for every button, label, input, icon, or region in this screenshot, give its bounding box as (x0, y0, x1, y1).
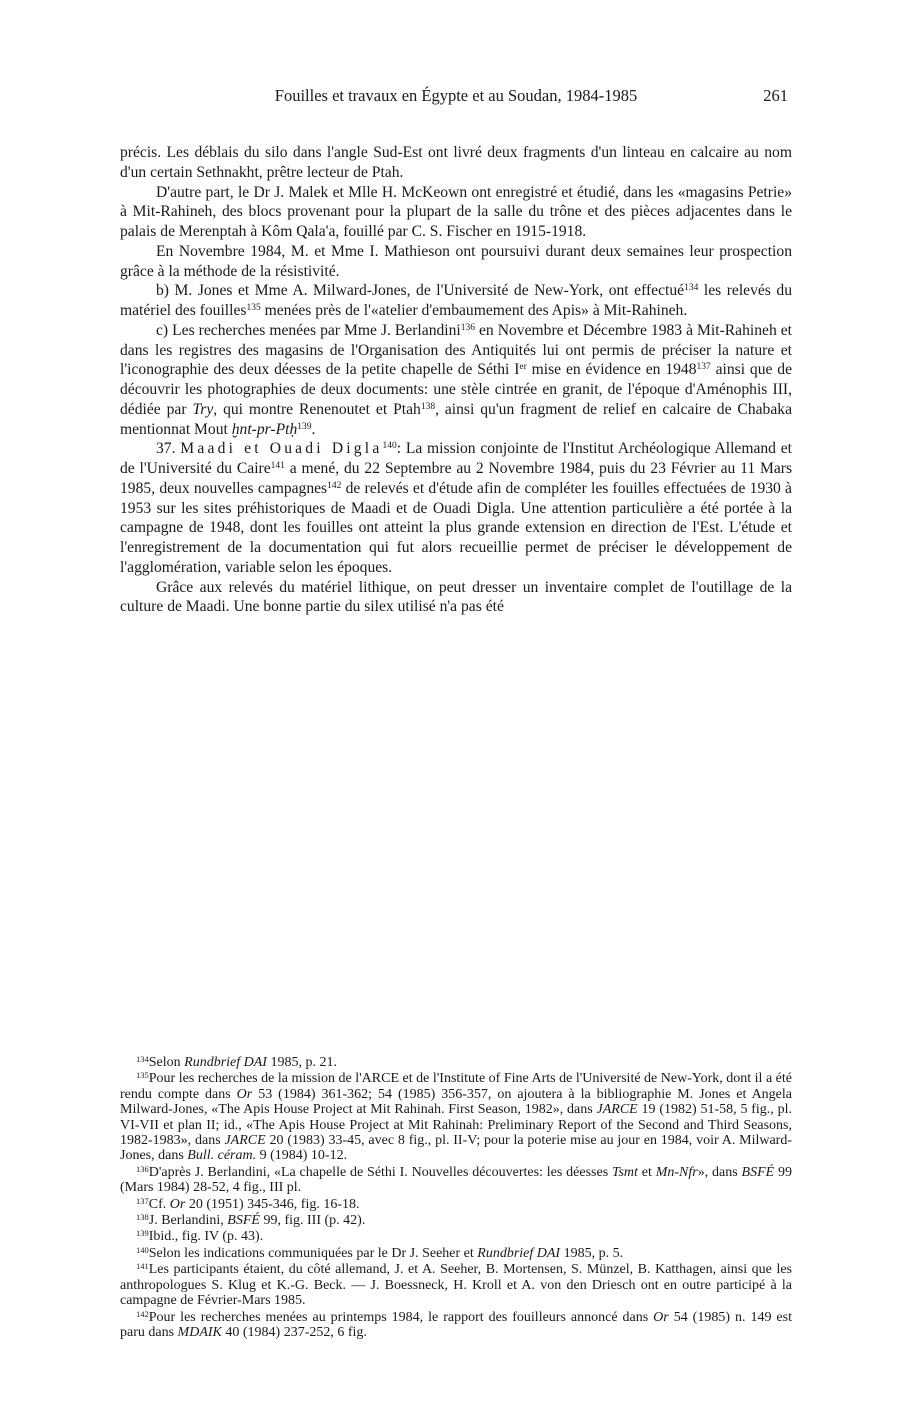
footnote-ref: 135 (246, 303, 261, 313)
footnote-ref: 137 (696, 362, 711, 373)
footnote-ref: 139 (297, 421, 312, 432)
paragraph-1: précis. Les déblais du silo dans l'angle Sud-Est ont livré deux fragments d'un linteau en calcaire au nom d'un certain Sethnakht, prêtre lecteur de Ptah. (120, 144, 792, 181)
footnote-ref: 136 (460, 322, 475, 333)
footnote-ref: 142 (327, 480, 342, 491)
footnote-136: $^{136}$D'après J. Berlandini, «La chapelle de Séthi I. Nouvelles découvertes: les déesses Tsmt et Mn-Nfr», dans BSFÉ 99 (Mars 1984) 28-52, 4 fig., III pl. (120, 1163, 793, 1196)
footnote-ref: 141 (270, 461, 285, 471)
footnote-134: $^{134}$Selon Rundbrief DAI 1985, p. 21. (136, 1054, 337, 1070)
paragraph-6: 37. Maadi et Ouadi Digla$^{140}$: La mission conjointe de l'Institut Archéologique Allemand et de l'Université du Caire$^{141}$ a mené, du 22 Septembre au 2 Novembre 1984, puis du 23 Février au 11 Mars 1985, deux nouvelles campagnes$^{142}$ de relevés et d'étude afin de compléter les fouilles effectuées de 1930 à 1953 sur les sites préhistoriques de Maadi et de Ouadi Digla. Une attention particulière a été portée à la campagne de 1948, dont les fouilles ont atteint la plus grande extension en direction de l'Est. L'étude et l'enregistrement de la documentation qui fut alors recueillie permet de préciser le développement de l'agglomération, variable selon les époques. (120, 440, 793, 576)
section-heading: Maadi et Ouadi Digla (180, 440, 383, 458)
paragraph-3: En Novembre 1984, M. et Mme I. Mathieson ont poursuivi durant deux semaines leur prospection grâce à la méthode de la résistivité. (120, 242, 792, 280)
footnote-ref: 140 (382, 441, 397, 452)
main-text (120, 143, 792, 617)
footnote-137: $^{137}$Cf. Or 20 (1951) 345-346, fig. 16-18. (136, 1195, 360, 1212)
footnotes (120, 1055, 792, 1341)
section-number: 37. (156, 440, 181, 458)
footnote-ref: 138 (420, 401, 436, 412)
footnote-142: $^{142}$Pour les recherches menées au printemps 1984, le rapport des fouilleurs annoncé dans Or 54 (1985) n. 149 est paru dans MDAIK 40 (1984) 237-252, 6 fig. (120, 1308, 792, 1340)
footnote-140: $^{140}$Selon les indications communiquées par le Dr J. Seeher et Rundbrief DAI 1985, p. 5. (136, 1244, 624, 1261)
footnote-141: $^{141}$Les participants étaient, du côté allemand, J. et A. Seeher, B. Mortensen, S. Münzel, B. Katthagen, ainsi que les anthropologues S. Klug et K.-G. Beck. — J. Boessneck, H. Kroll et A. von den Driesch ont en outre participé à la campagne de Février-Mars 1985. (120, 1261, 792, 1309)
page (120, 86, 792, 617)
paragraph-7: Grâce aux relevés du matériel lithique, on peut dresser un inventaire complet de l'outillage de la culture de Maadi. Une bonne partie du silex utilisé n'a pas été (120, 578, 792, 616)
paragraph-2: D'autre part, le Dr J. Malek et Mlle H. McKeown ont enregistré et étudié, dans les «magasins Petrie» à Mit-Rahineh, des blocs provenant pour la plupart de la salle du trône et des pièces adjacentes dans le palais de Merenptah à Kôm Qala'a, fouillé par C. S. Fischer en 1915-1918. (120, 183, 792, 240)
footnote-135: $^{135}$Pour les recherches de la mission de l'ARCE et de l'Institute of Fine Arts de l'Université de New-York, dont il a été rendu compte dans Or 53 (1984) 361-362; 54 (1985) 356-357, on ajoutera à la bibliographie M. Jones et Angela Milward-Jones, «The Apis House Project at Mit Rahinah. First Season, 1982», dans JARCE 19 (1982) 51-58, 5 fig., pl. VI-VII et plan II; id., «The Apis House Project at Mit Rahinah: Preliminary Report of the Second and Third Seasons, 1982-1983», dans JARCE 20 (1983) 33-45, avec 8 fig., pl. II-V; pour la poterie mise au jour en 1984, voir A. Milward-Jones, dans Bull. céram. 9 (1984) 10-12. (120, 1070, 793, 1164)
paragraph-5: c) Les recherches menées par Mme J. Berlandini$^{136}$ en Novembre et Décembre 1983 à Mit-Rahineh et dans les registres des magasins de l'Organisation des Antiquités lui ont permis de préciser la nature et l'iconographie des deux déesses de la petite chapelle de Séthi Ier mise en évidence en 1948$^{137}$ ainsi que de découvrir les photographies de deux documents: une stèle cintrée en granit, de l'époque d'Aménophis III, dédiée par Try, qui montre Renenoutet et Ptah$^{138}$, ainsi qu'un fragment de relief en calcaire de Chabaka mentionnat Mout ḫnt-pr-Ptḥ$^{139}$. (120, 321, 793, 438)
footnote-ref: 134 (684, 283, 699, 294)
footnote-139: $^{139}$Ibid., fig. IV (p. 43). (136, 1228, 264, 1245)
running-title: Fouilles et travaux en Égypte et au Soudan, 1984-1985 (274, 86, 638, 105)
footnote-138: $^{138}$J. Berlandini, BSFÉ 99, fig. III (p. 42). (136, 1212, 366, 1229)
page-number: 261 (763, 86, 788, 105)
paragraph-4: b) M. Jones et Mme A. Milward-Jones, de l'Université de New-York, ont effectué$^{134}$ les relevés du matériel des fouilles$^{135}$ menées près de l'«atelier d'embaumement des Apis» à Mit-Rahineh. (120, 282, 792, 319)
running-header (120, 86, 792, 116)
